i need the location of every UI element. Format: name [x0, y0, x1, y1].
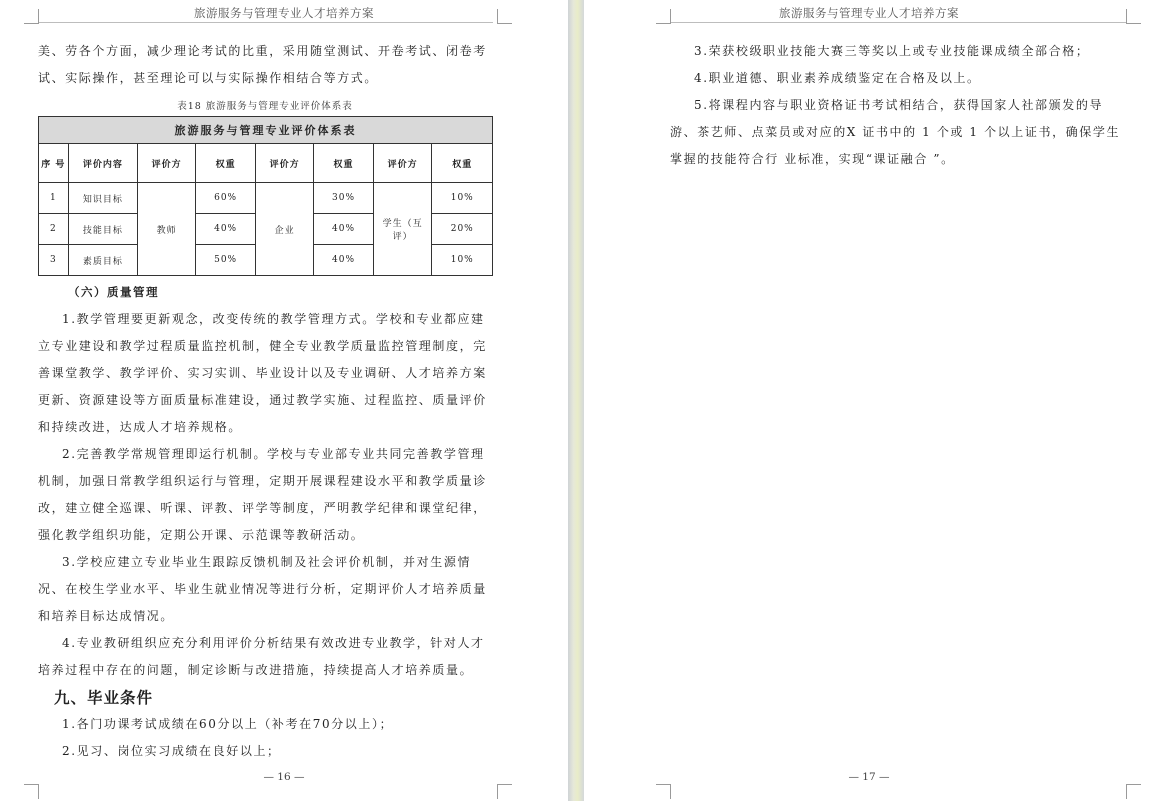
running-header: 旅游服务与管理专业人才培养方案: [194, 6, 374, 20]
quality-item: 1.教学管理要更新观念，改变传统的教学管理方式。学校和专业都应建立专业建设和教学过程质量监控机制，健全专业教学质量监控管理制度，完善课堂教学、教学评价、实习实训、毕业设计以及专业调研、人才培养方案更新、资源建设等方面质量标准建设，通过教学实施、过程监控、质量评价和持续改进，达成人才培养规格。: [38, 312, 487, 434]
table-row: [39, 183, 493, 214]
quality-item: 4.专业教研组织应充分利用评价分析结果有效改进专业教学，针对人才培养过程中存在的问题，制定诊断与改进措施，持续提高人才培养质量。: [38, 636, 485, 677]
evaluator-student: 学生（互评）: [373, 183, 432, 276]
table-title: 旅游服务与管理专业评价体系表: [39, 117, 493, 144]
document-page-17: [584, 0, 1154, 801]
header-rule: [670, 22, 1126, 23]
page-number: — 17 —: [848, 771, 890, 783]
graduation-item: 4.职业道德、职业素养成绩鉴定在合格及以上。: [694, 71, 981, 85]
table-cell: 40%: [196, 214, 256, 245]
table-cell: 20%: [432, 214, 493, 245]
crop-mark: [656, 784, 671, 799]
header-rule: [38, 22, 493, 23]
section-title: 九、毕业条件: [54, 689, 154, 707]
graduation-item: 1.各门功课考试成绩在60分以上（补考在70分以上）；: [62, 717, 394, 731]
quality-item: 3.学校应建立专业毕业生跟踪反馈机制及社会评价机制，并对生源情况、在校生学业水平、毕业生就业情况等进行分析，定期评价人才培养质量和培养目标达成情况。: [38, 555, 487, 623]
page-gutter: [568, 0, 584, 801]
table-caption: 表18 旅游服务与管理专业评价体系表: [177, 101, 353, 112]
table-cell: 知识目标: [68, 183, 137, 214]
table-cell: 2: [39, 214, 69, 245]
crop-mark: [24, 9, 39, 24]
document-page-16: [0, 0, 568, 801]
table-cell: 技能目标: [68, 214, 137, 245]
quality-item: 2.完善教学常规管理即运行机制。学校与专业部专业共同完善教学管理机制，加强日常教学组织运行与管理，定期开展课程建设水平和教学质量诊改，建立健全巡课、听课、评教、评学等制度，严明教学纪律和课堂纪律，强化教学组织功能，定期公开课、示范课等教研活动。: [38, 447, 487, 542]
table-header: 评价方: [373, 144, 432, 183]
page-number: — 16 —: [263, 771, 305, 783]
crop-mark: [497, 9, 512, 24]
table-cell: 3: [39, 245, 69, 276]
graduation-item: 2.见习、岗位实习成绩在良好以上；: [62, 744, 281, 758]
table-cell: 50%: [196, 245, 256, 276]
table-cell: 1: [39, 183, 69, 214]
intro-paragraph: 美、劳各个方面，减少理论考试的比重，采用随堂测试、开卷考试、闭卷考试、实际操作，甚至理论可以与实际操作相结合等方式。: [38, 44, 487, 85]
table-header: 评价方: [255, 144, 313, 183]
table-cell: 40%: [314, 214, 374, 245]
table-header: 序 号: [39, 144, 69, 183]
table-header: 评价方: [137, 144, 195, 183]
table-header: 权重: [196, 144, 256, 183]
table-header: 权重: [314, 144, 374, 183]
running-header: 旅游服务与管理专业人才培养方案: [779, 6, 959, 20]
evaluation-table: [38, 116, 493, 276]
table-header: 评价内容: [68, 144, 137, 183]
subsection-title: （六）质量管理: [68, 285, 159, 299]
table-cell: 10%: [432, 245, 493, 276]
graduation-item: 5.将课程内容与职业资格证书考试相结合，获得国家人社部颁发的导游、茶艺师、点菜员或对应的X 证书中的 1 个或 1 个以上证书，确保学生掌握的技能符合行 业标准，实现“课证融合 ”。: [670, 98, 1121, 166]
evaluator-teacher: 教师: [137, 183, 195, 276]
graduation-item: 3.荣获校级职业技能大赛三等奖以上或专业技能课成绩全部合格；: [694, 44, 1090, 58]
crop-mark: [497, 784, 512, 799]
table-cell: 10%: [432, 183, 493, 214]
table-cell: 素质目标: [68, 245, 137, 276]
table-cell: 40%: [314, 245, 374, 276]
crop-mark: [24, 784, 39, 799]
table-header: 权重: [432, 144, 493, 183]
crop-mark: [1126, 784, 1141, 799]
evaluator-enterprise: 企业: [255, 183, 313, 276]
crop-mark: [1126, 9, 1141, 24]
table-cell: 30%: [314, 183, 374, 214]
crop-mark: [656, 9, 671, 24]
table-cell: 60%: [196, 183, 256, 214]
